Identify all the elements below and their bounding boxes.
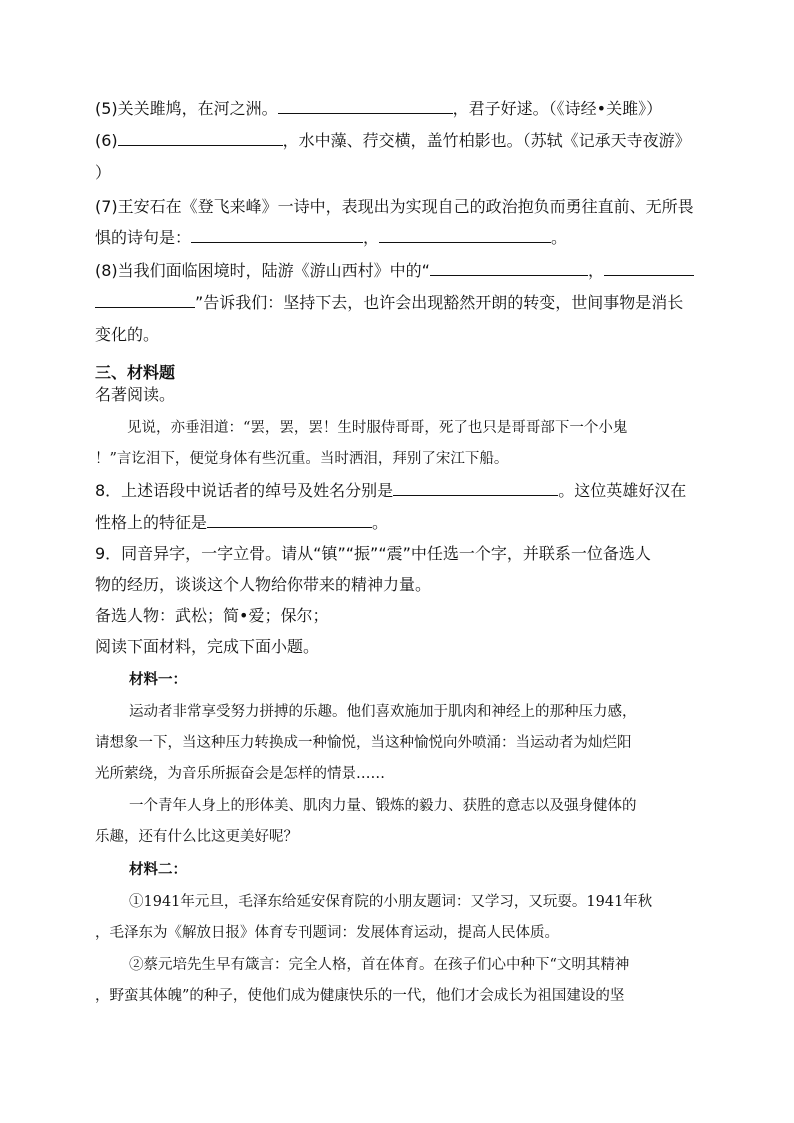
question-9-line2: 物的经历，谈谈这个人物给你带来的精神力量。 [95, 575, 432, 594]
excerpt-line2: ！”言讫泪下，便觉身体有些沉重。当时洒泪，拜别了宋江下船。 [95, 451, 509, 467]
material-2-p2-line1: ②蔡元培先生早有箴言：完全人格，首在体育。在孩子们心中种下“文明其精神 [129, 957, 630, 973]
question-6 [95, 130, 691, 152]
q8-text: (8)当我们面临困境时，陆游《游山西村》中的“ [95, 261, 430, 280]
reading-instruction: 阅读下面材料，完成下面小题。 [95, 637, 320, 656]
answer-blank[interactable] [207, 513, 372, 528]
answer-blank[interactable] [118, 131, 283, 146]
material-1-p1-line3: 光所萦绕，为音乐所振奋会是怎样的情景…… [95, 766, 385, 782]
material-2-title: 材料二： [129, 861, 187, 878]
answer-blank[interactable] [191, 228, 363, 243]
question-8b-line2 [95, 512, 388, 534]
material-1-title: 材料一： [129, 671, 187, 688]
q8-text-after: ”告诉我们：坚持下去，也许会出现豁然开朗的转变，世间事物是消长 [195, 293, 684, 312]
material-1-p1-line2: 请想象一下，当这种压力转换成一种愉悦，当这种愉悦向外喷涌：当运动者为灿烂阳 [95, 735, 632, 751]
material-2-p2-line2: ，野蛮其体魄”的种子，使他们成为健康快乐的一代，他们才会成长为祖国建设的坚 [95, 988, 625, 1004]
q7-text: 惧的诗句是： [95, 228, 192, 247]
answer-blank[interactable] [379, 228, 551, 243]
material-1-p2-line1: 一个青年人身上的形体美、肌肉力量、锻炼的毅力、获胜的意志以及强身健体的 [129, 798, 637, 814]
candidate-list: 备选人物：武松；简•爱；保尔； [95, 606, 329, 625]
q8b-text: 8．上述语段中说话者的绰号及姓名分别是 [95, 481, 394, 500]
q8b-end: 。 [372, 513, 389, 532]
material-2-p1-line2: ，毛泽东为《解放日报》体育专刊题词：发展体育运动，提高人民体质。 [95, 925, 559, 941]
question-7-line1: (7)王安石在《登飞来峰》一诗中，表现出为实现自己的政治抱负而勇往直前、无所畏 [95, 197, 694, 216]
q8b-text2: 性格上的特征是 [95, 513, 208, 532]
question-8b-line1 [95, 480, 686, 502]
answer-blank[interactable] [95, 293, 195, 308]
excerpt-line1: 见说，亦垂泪道：“罢，罢，罢！生时服侍哥哥，死了也只是哥哥部下一个小鬼 [127, 420, 628, 436]
answer-blank[interactable] [393, 481, 558, 496]
q5-text: (5)关关雎鸠，在河之洲。 [95, 99, 278, 118]
q7-end: 。 [551, 228, 568, 247]
question-9-line1: 9．同音异字，一字立骨。请从“镇”“振”“震”中任选一个字，并联系一位备选人 [95, 544, 651, 563]
material-1-p1-line1: 运动者非常享受努力拼搏的乐趣。他们喜欢施加于肌肉和神经上的那种压力感， [129, 704, 637, 720]
question-8-line1 [95, 260, 694, 282]
q7-sep: ， [363, 228, 380, 247]
q6-number: (6) [95, 131, 118, 150]
q8-sep: ， [587, 261, 604, 280]
answer-blank[interactable] [604, 261, 694, 276]
q5-text-after: ，君子好逑。（《诗经•关雎》） [452, 99, 663, 118]
section-3-title: 三、材料题 [95, 363, 176, 382]
question-8-line3: 变化的。 [95, 325, 160, 344]
q8b-text-after: 。这位英雄好汉在 [558, 481, 687, 500]
material-2-p1-line1: ①1941年元旦，毛泽东给延安保育院的小朋友题词：又学习，又玩耍。1941年秋 [129, 894, 653, 910]
material-1-p2-line2: 乐趣，还有什么比这更美好呢？ [95, 829, 298, 845]
answer-blank[interactable] [278, 99, 453, 114]
question-5 [95, 98, 662, 120]
q6-close-paren: ） [95, 163, 112, 182]
question-8-line2 [95, 292, 683, 314]
question-7-line2 [95, 227, 567, 249]
q6-text: ，水中藻、荇交横，盖竹柏影也。（苏轼《记承天寺夜游》 [282, 131, 691, 150]
section-3-subtitle: 名著阅读。 [95, 385, 176, 404]
answer-blank[interactable] [430, 261, 588, 276]
